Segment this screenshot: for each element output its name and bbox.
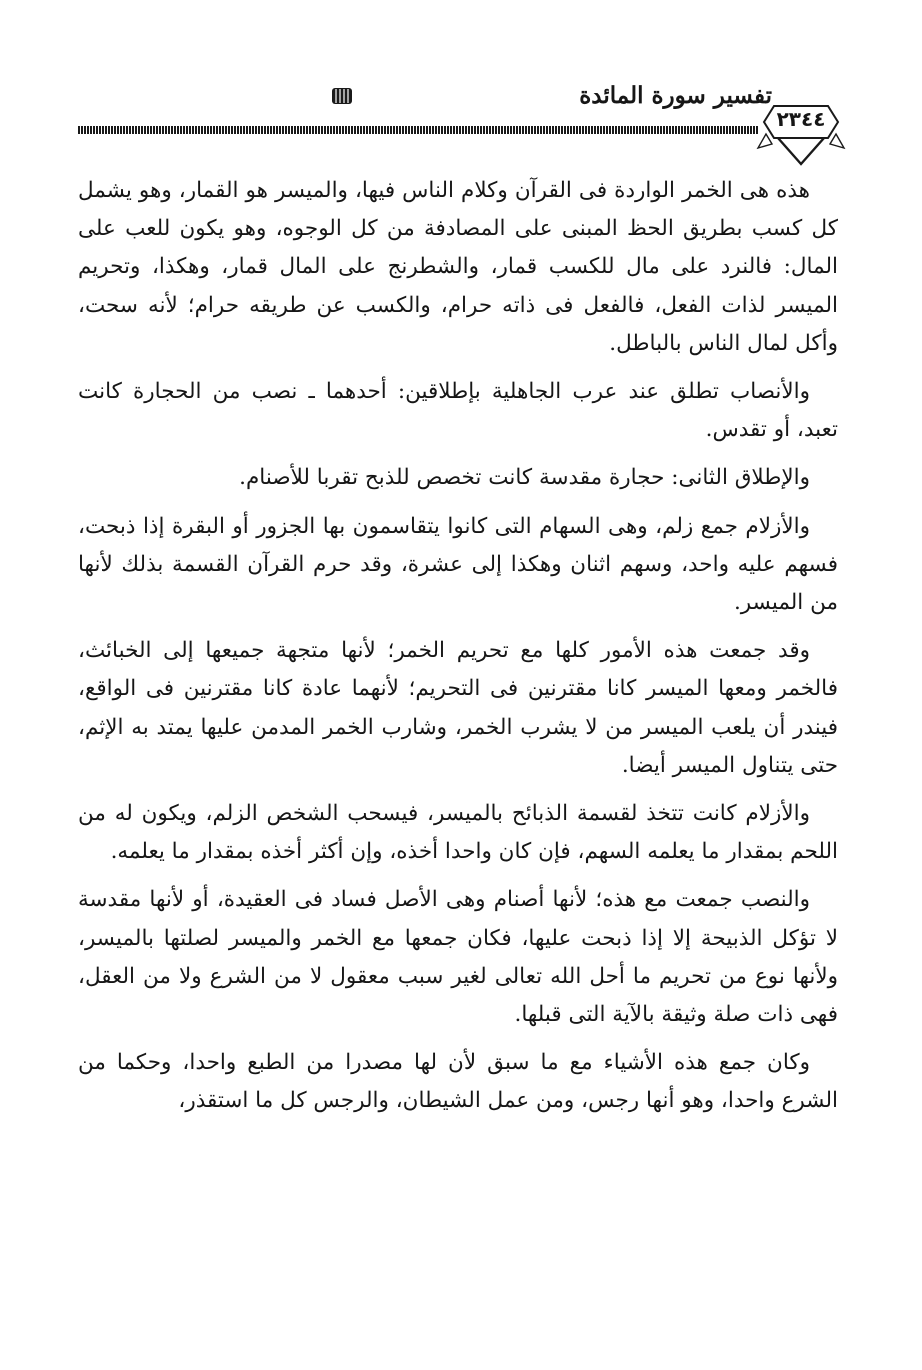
header-rule [78, 126, 758, 134]
paragraph: هذه هى الخمر الواردة فى القرآن وكلام الناس فيها، والميسر هو القمار، وهو يشمل كل كسب بطريق الحظ المبنى على المصادفة من كل الوجوه، وهو يكون للعب على المال: فالنرد على مال للكسب قمار، والشطرنج على المال قمار، وهكذا، وتحريم الميسر لذات الفعل، فالفعل فى ذاته حرام، والكسب عن طريقه حرام؛ لأنه سحت، وأكل لمال الناس بالباطل. [78, 178, 838, 356]
ornament-icon [330, 86, 354, 106]
page-number: ٢٣٤٤ [776, 107, 826, 131]
running-title: تفسير سورة المائدة [579, 82, 772, 109]
body-text [78, 172, 838, 1131]
paragraph: والأنصاب تطلق عند عرب الجاهلية بإطلاقين: أحدهما ـ نصب من الحجارة كانت تعبد، أو تقدس. [78, 379, 838, 443]
paragraph: والإطلاق الثانى: حجارة مقدسة كانت تخصص للذبح تقربا للأصنام. [239, 465, 810, 491]
page-header [0, 78, 922, 178]
paragraph: والأزلام جمع زلم، وهى السهام التى كانوا يتقاسمون بها الجزور أو البقرة إذا ذبحت، فسهم عليه واحد، وسهم اثنان وهكذا إلى عشرة، وقد حرم القرآن القسمة بذلك لأنها من الميسر. [78, 513, 838, 616]
page-number-badge [756, 98, 846, 178]
paragraph: والأزلام كانت تتخذ لقسمة الذبائح بالميسر، فيسحب الشخص الزلم، ويكون له من اللحم بمقدار ما يعلمه السهم، فإن كان واحدا أخذه، وإن أكثر أخذه بمقدار ما يعلمه. [78, 801, 838, 865]
paragraph: والنصب جمعت مع هذه؛ لأنها أصنام وهى الأصل فساد فى العقيدة، أو لأنها مقدسة لا تؤكل الذبيحة إلا إذا ذبحت عليها، فكان جمعها مع الخمر والميسر لصلتها بالميسر، ولأنها نوع من تحريم ما أحل الله تعالى لغير سبب معقول لا من الشرع ولا من العقل، فهى ذات صلة وثيقة بالآية التى قبلها. [78, 887, 838, 1028]
paragraph: وقد جمعت هذه الأمور كلها مع تحريم الخمر؛ لأنها متجهة جميعها إلى الخبائث، فالخمر ومعها الميسر كانا مقترنين فى التحريم؛ لأنهما عادة كانا مقترنين فى الواقع، فيندر أن يلعب الميسر من لا يشرب الخمر، وشارب الخمر المدمن عليها يمتد به الإثم، حتى يتناول الميسر أيضا. [78, 638, 838, 778]
paragraph: وكان جمع هذه الأشياء مع ما سبق لأن لها مصدرا من الطبع واحدا، وحكما من الشرع واحدا، وهو أنها رجس، ومن عمل الشيطان، والرجس كل ما استقذر، [78, 1050, 838, 1114]
